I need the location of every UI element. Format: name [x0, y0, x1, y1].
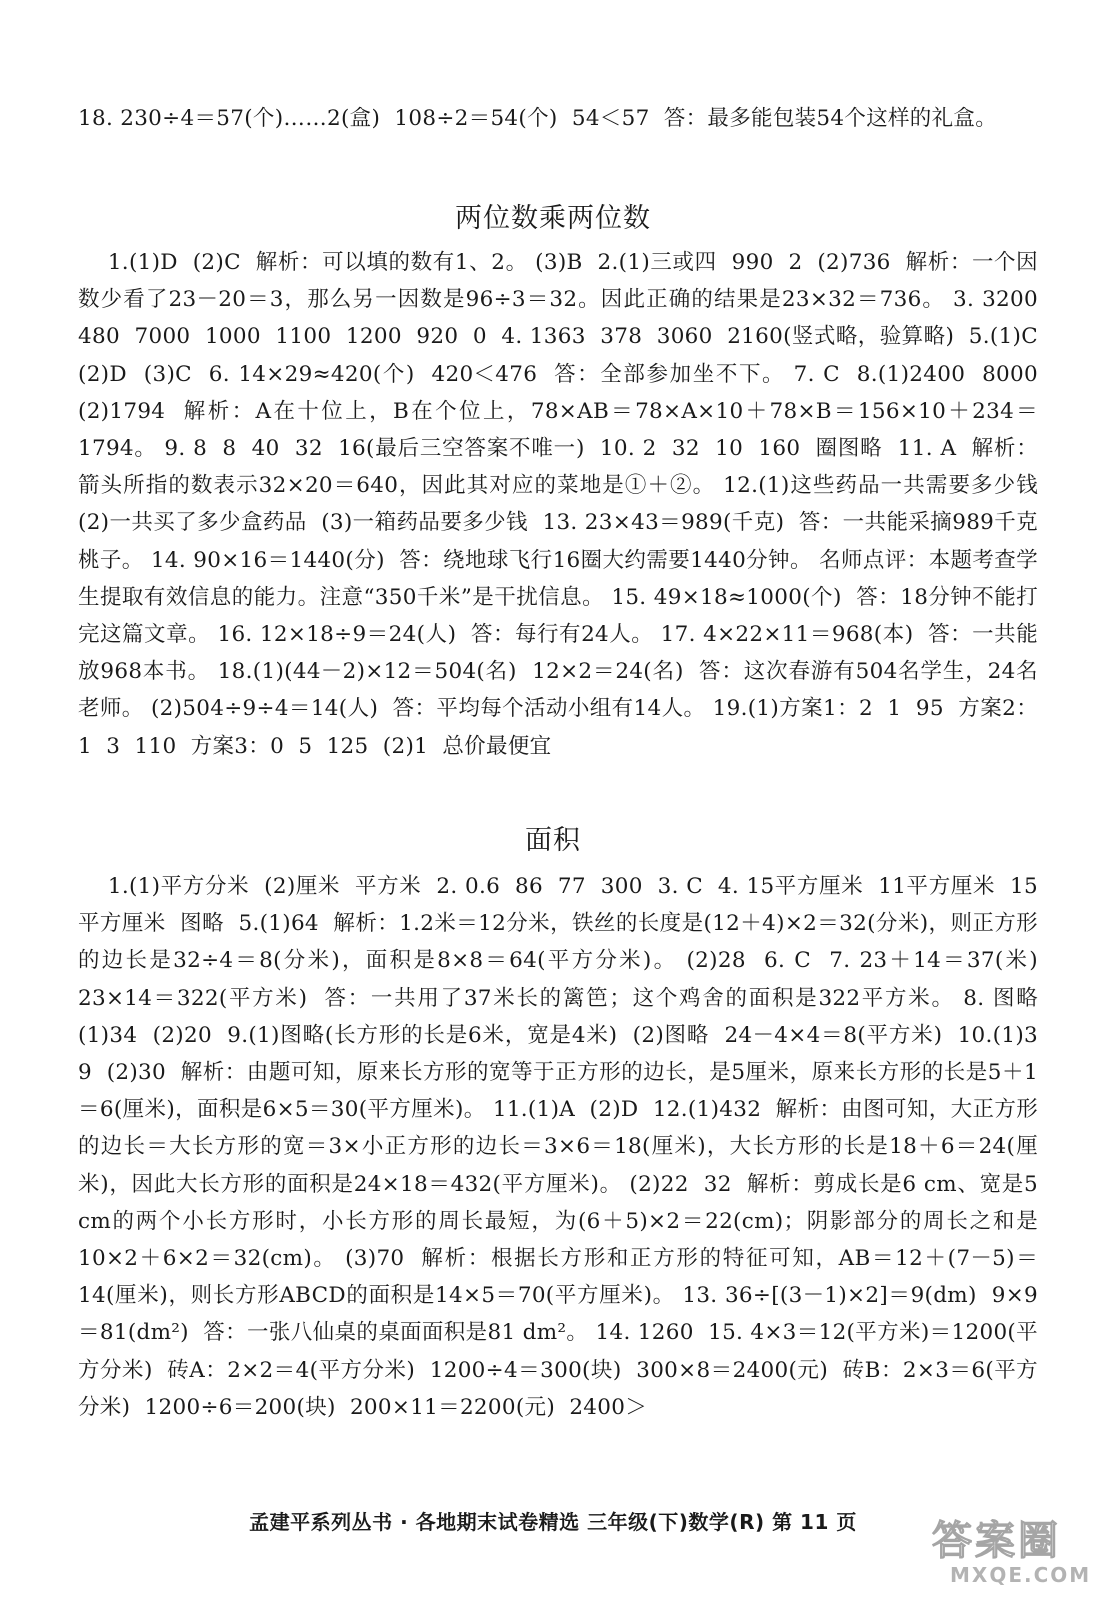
- watermark-logo: 答案圈: [932, 1518, 1061, 1564]
- watermark: [932, 1518, 1092, 1594]
- answer-paragraph-intro: 18. 230÷4＝57(个)……2(盒) 108÷2＝54(个) 54＜57 答：最多能包装54个这样的礼盒。: [78, 106, 997, 131]
- section-title-area: 面积: [525, 825, 581, 856]
- page-footer: 孟建平系列丛书 · 各地期末试卷精选 三年级(下)数学(R) 第 11 页: [249, 1510, 857, 1534]
- answer-paragraph-area: 1.(1)平方分米 (2)厘米 平方米 2. 0.6 86 77 300 3. C 4. 15平方厘米 11平方厘米 15平方厘米 图略 5.(1)64 解析：1.2米＝12分米，铁丝的长度是(12＋4)×2＝32(分米)，则正方形的边长是32÷4＝8(分米)，面积是8×8＝64(平方分米)。 (2)28 6. C 7. 23＋14＝37(米) 23×14＝322(平方米) 答：一共用了37米长的篱笆；这个鸡舍的面积是322平方米。 8. 图略 (1)34 (2)20 9.(1)图略(长方形的长是6米，宽是4米) (2)图略 24－4×4＝8(平方米) 10.(1)3 9 (2)30 解析：由题可知，原来长方形的宽等于正方形的边长，是5厘米，原来长方形的长是5＋1＝6(厘米)，面积是6×5＝30(平方厘米)。 11.(1)A (2)D 12.(1)432 解析：由图可知，大正方形的边长＝大长方形的宽＝3×小正方形的边长＝3×6＝18(厘米)，大长方形的长是18＋6＝24(厘米)，因此大长方形的面积是24×18＝432(平方厘米)。 (2)22 32 解析：剪成长是6 cm、宽是5 cm的两个小长方形时，小长方形的周长最短，为(6＋5)×2＝22(cm)；阴影部分的周长之和是10×2＋6×2＝32(cm)。 (3)70 解析：根据长方形和正方形的特征可知，AB＝12＋(7－5)＝14(厘米)，则长方形ABCD的面积是14×5＝70(平方厘米)。 13. 36÷[(3－1)×2]＝9(dm) 9×9＝81(dm²) 答：一张八仙桌的桌面面积是81 dm²。 14. 1260 15. 4×3＝12(平方米)＝1200(平方分米) 砖A：2×2＝4(平方分米) 1200÷4＝300(块) 300×8＝2400(元) 砖B：2×3＝6(平方分米) 1200÷6＝200(块) 200×11＝2200(元) 2400＞: [78, 874, 1053, 1420]
- answer-paragraph-two-digit-multiplication: 1.(1)D (2)C 解析：可以填的数有1、2。 (3)B 2.(1)三或四 990 2 (2)736 解析：一个因数少看了23－20＝3，那么另一因数是96÷3＝32。因此正确的结果是23×32＝736。 3. 3200 480 7000 1000 1100 1200 920 0 4. 1363 378 3060 2160(竖式略，验算略) 5.(1)C (2)D (3)C 6. 14×29≈420(个) 420＜476 答：全部参加坐不下。 7. C 8.(1)2400 8000 (2)1794 解析：A在十位上，B在个位上，78×AB＝78×A×10＋78×B＝156×10＋234＝1794。 9. 8 8 40 32 16(最后三空答案不唯一) 10. 2 32 10 160 圈图略 11. A 解析：箭头所指的数表示32×20＝640，因此其对应的菜地是①＋②。 12.(1)这些药品一共需要多少钱 (2)一共买了多少盒药品 (3)一箱药品要多少钱 13. 23×43＝989(千克) 答：一共能采摘989千克桃子。 14. 90×16＝1440(分) 答：绕地球飞行16圈大约需要1440分钟。 名师点评：本题考查学生提取有效信息的能力。注意“350千米”是干扰信息。 15. 49×18≈1000(个) 答：18分钟不能打完这篇文章。 16. 12×18÷9＝24(人) 答：每行有24人。 17. 4×22×11＝968(本) 答：一共能放968本书。 18.(1)(44－2)×12＝504(名) 12×2＝24(名) 答：这次春游有504名学生，24名老师。 (2)504÷9÷4＝14(人) 答：平均每个活动小组有14人。 19.(1)方案1：2 1 95 方案2：1 3 110 方案3：0 5 125 (2)1 总价最便宜: [78, 250, 1053, 759]
- watermark-url: MXQE.COM: [950, 1563, 1092, 1587]
- section-title-two-digit-multiplication: 两位数乘两位数: [455, 203, 651, 234]
